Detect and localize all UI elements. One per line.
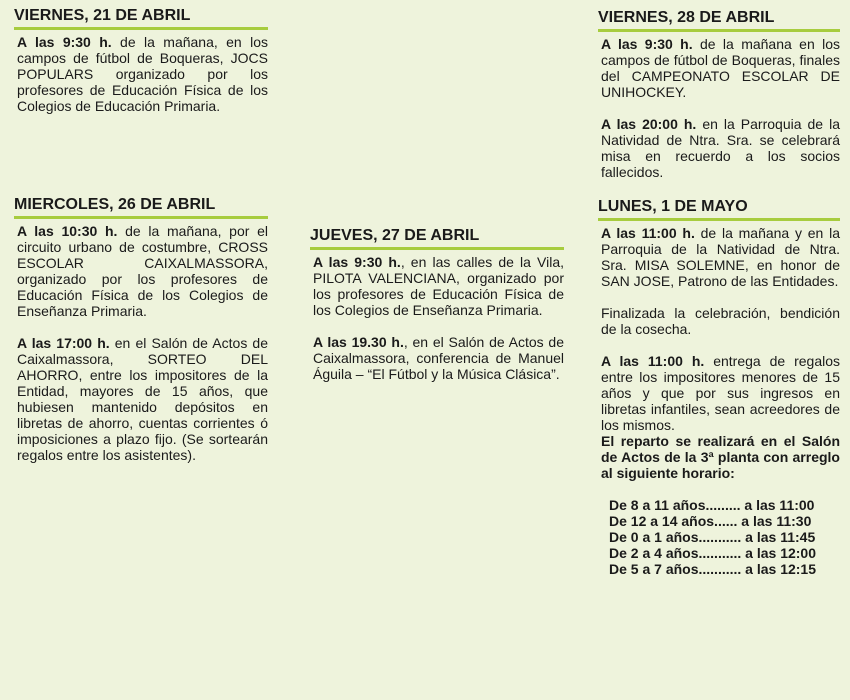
schedule-row: De 12 a 14 años...... a las 11:30 bbox=[609, 513, 812, 529]
event-paragraph bbox=[310, 334, 564, 382]
event-paragraph bbox=[598, 116, 840, 180]
schedule-row: De 8 a 11 años......... a las 11:00 bbox=[609, 497, 815, 513]
schedule-row: De 0 a 1 años........... a las 11:45 bbox=[609, 529, 816, 545]
event-paragraph bbox=[310, 254, 564, 318]
event-paragraph bbox=[601, 225, 840, 289]
event-text: , en el Salón de Actos de Caixalmassora, conferencia de Manuel Águila – “El Fútbol y la Música Clásica”. bbox=[313, 334, 565, 382]
event-time: A las 10:30 h. bbox=[17, 223, 118, 239]
distribution-note: El reparto se realizará en el Salón de Actos de la 3ª planta con arreglo al siguiente horario: bbox=[601, 433, 840, 481]
event-time: A las 9:30 h. bbox=[17, 34, 112, 50]
event-time: A las 9:30 h. bbox=[313, 254, 401, 270]
event-text: de la mañana en los campos de fútbol de Boqueras, finales del CAMPEONATO ESCOLAR DE UNIHOCKEY. bbox=[601, 36, 840, 100]
event-text: en el Salón de Actos de Caixalmassora, SORTEO DEL AHORRO, entre los impositores de la Entidad, mayores de 15 años, que hubiesen mantenido depósitos en libretas de ahorro, cuentas corrientes ó imposiciones a plazo fijo. (Se sortearán regalos entre los asistentes). bbox=[17, 335, 268, 463]
section-heading: VIERNES, 28 DE ABRIL bbox=[598, 8, 840, 32]
section-jueves-27 bbox=[310, 226, 564, 382]
schedule-list bbox=[609, 497, 840, 577]
event-text: de la mañana, por el circuito urbano de costumbre, CROSS ESCOLAR CAIXALMASSORA, organizado por los profesores de Educación Física de los Colegios de Enseñanza Primaria. bbox=[17, 223, 268, 319]
event-paragraph bbox=[14, 34, 268, 114]
event-time: A las 11:00 h. bbox=[601, 225, 695, 241]
event-time: A las 11:00 h. bbox=[601, 353, 705, 369]
event-paragraph bbox=[14, 335, 268, 463]
schedule-row: De 2 a 4 años........... a las 12:00 bbox=[609, 545, 816, 561]
section-miercoles-26 bbox=[14, 195, 268, 463]
section-heading: LUNES, 1 DE MAYO bbox=[598, 197, 840, 221]
event-paragraph bbox=[598, 36, 840, 100]
event-text: en la Parroquia de la Natividad de Ntra. Sra. se celebrará misa en recuerdo a los socios fallecidos. bbox=[601, 116, 840, 180]
event-time: A las 17:00 h. bbox=[17, 335, 110, 351]
section-lunes-1-mayo bbox=[598, 197, 840, 577]
event-text: de la mañana y en la Parroquia de la Natividad de Ntra. Sra. MISA SOLEMNE, en honor de SAN JOSE, Patrono de las Entidades. bbox=[601, 225, 840, 289]
event-paragraph bbox=[14, 223, 268, 319]
event-text: entrega de regalos entre los impositores menores de 15 años y que por sus ingresos en libretas infantiles, sean acreedores de los mismos. bbox=[601, 353, 841, 433]
section-viernes-21 bbox=[14, 6, 268, 114]
section-heading: MIERCOLES, 26 DE ABRIL bbox=[14, 195, 268, 219]
event-time: A las 9:30 h. bbox=[601, 36, 693, 52]
event-text: de la mañana, en los campos de fútbol de Boqueras, JOCS POPULARS organizado por los profesores de Educación Física de los Colegios de Educación Primaria. bbox=[17, 34, 269, 114]
schedule-row: De 5 a 7 años........... a las 12:15 bbox=[609, 561, 816, 577]
section-heading: JUEVES, 27 DE ABRIL bbox=[310, 226, 564, 250]
section-heading: VIERNES, 21 DE ABRIL bbox=[14, 6, 268, 30]
event-time: A las 19.30 h. bbox=[313, 334, 404, 350]
event-text: , en las calles de la Vila, PILOTA VALENCIANA, organizado por los profesores de Educación Física de los Colegios de Enseñanza Primaria. bbox=[313, 254, 564, 318]
event-time: A las 20:00 h. bbox=[601, 116, 697, 132]
section-viernes-28 bbox=[598, 8, 840, 180]
event-paragraph bbox=[601, 353, 840, 433]
event-paragraph: Finalizada la celebración, bendición de la cosecha. bbox=[601, 305, 840, 337]
